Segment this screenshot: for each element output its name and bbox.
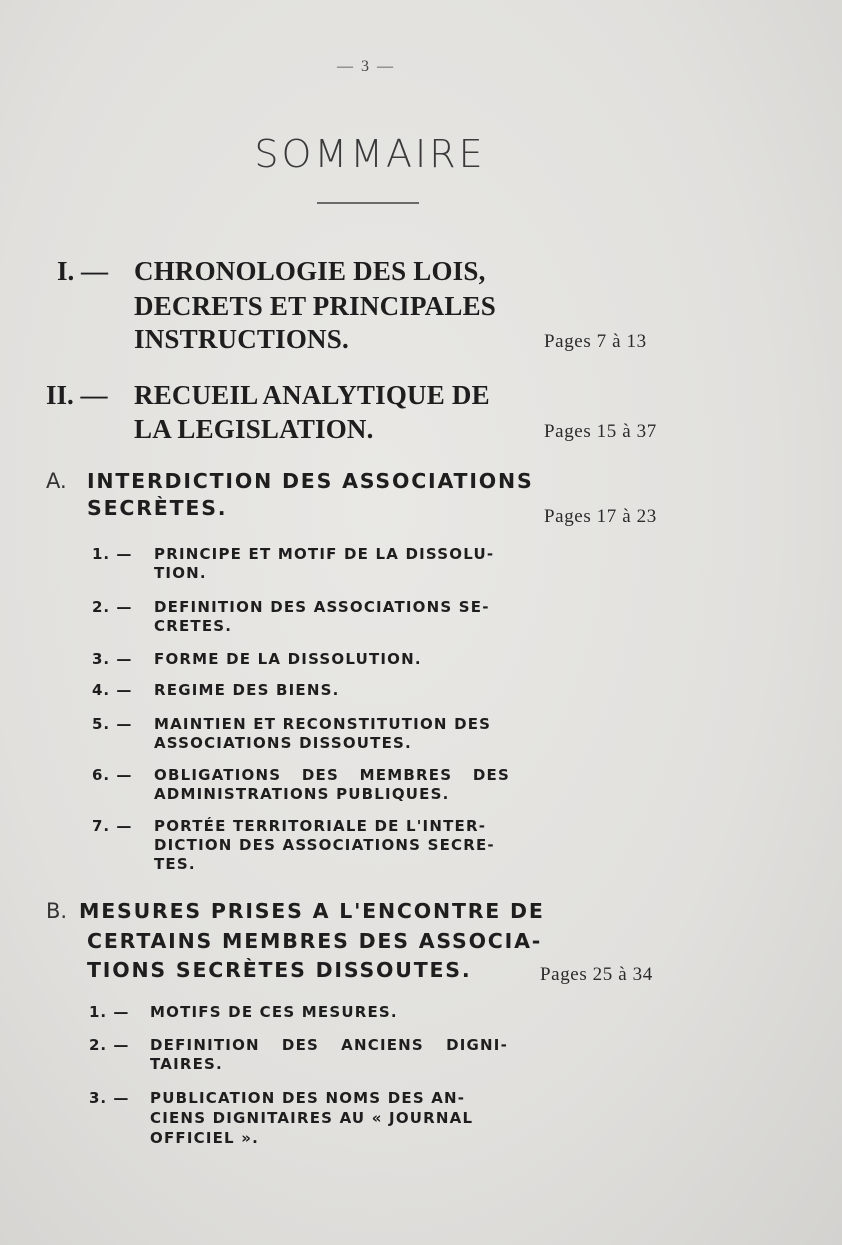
item-text-line: DICTION DES ASSOCIATIONS SECRE- — [154, 836, 495, 854]
section-title-line: CHRONOLOGIE DES LOIS, — [134, 256, 486, 286]
item-text-line: OFFICIEL ». — [150, 1129, 260, 1147]
item-text-line: FORME DE LA DISSOLUTION. — [154, 650, 422, 668]
subsection-title-line: TIONS SECRÈTES DISSOUTES. — [87, 958, 472, 982]
item-number: 7. — — [92, 817, 133, 835]
item-text-line: TAIRES. — [150, 1055, 223, 1073]
item-text-line: PUBLICATION DES NOMS DES AN- — [150, 1089, 466, 1107]
section-title-line: RECUEIL ANALYTIQUE DE — [134, 380, 490, 410]
item-text-line: TION. — [154, 564, 207, 582]
subsection-letter: B. — [46, 899, 68, 923]
title-rule — [317, 202, 419, 204]
subsection-letter: A. — [46, 469, 67, 493]
item-text-line: TES. — [154, 855, 196, 873]
item-number: 2. — — [89, 1036, 130, 1054]
item-number: 4. — — [92, 681, 133, 699]
item-text-line: ASSOCIATIONS DISSOUTES. — [154, 734, 412, 752]
section-title-line: INSTRUCTIONS. — [134, 324, 349, 354]
section-title-line: DECRETS ET PRINCIPALES — [134, 291, 496, 321]
item-text-line: CIENS DIGNITAIRES AU « JOURNAL — [150, 1109, 474, 1127]
page-number: — 3 — — [337, 58, 395, 75]
item-number: 3. — — [89, 1089, 130, 1107]
item-number: 3. — — [92, 650, 133, 668]
item-text-line: OBLIGATIONS DES MEMBRES DES — [154, 766, 510, 784]
item-text-line: CRETES. — [154, 617, 233, 635]
section-title-line: LA LEGISLATION. — [134, 414, 374, 444]
page-range: Pages 7 à 13 — [544, 331, 647, 352]
item-text-line: PRINCIPE ET MOTIF DE LA DISSOLU- — [154, 545, 495, 563]
item-text-line: ADMINISTRATIONS PUBLIQUES. — [154, 785, 450, 803]
item-number: 1. — — [89, 1003, 130, 1021]
item-text-line: MOTIFS DE CES MESURES. — [150, 1003, 398, 1021]
item-number: 5. — — [92, 715, 133, 733]
subsection-title-line: CERTAINS MEMBRES DES ASSOCIA- — [87, 929, 543, 953]
item-number: 6. — — [92, 766, 133, 784]
subsection-title-line: INTERDICTION DES ASSOCIATIONS — [87, 469, 534, 493]
subsection-title-line: SECRÈTES. — [87, 496, 228, 520]
item-number: 1. — — [92, 545, 133, 563]
subsection-title-line: MESURES PRISES A L'ENCONTRE DE — [79, 899, 545, 923]
item-text-line: DEFINITION DES ANCIENS DIGNI- — [150, 1036, 508, 1054]
item-text-line: DEFINITION DES ASSOCIATIONS SE- — [154, 598, 490, 616]
item-text-line: MAINTIEN ET RECONSTITUTION DES — [154, 715, 492, 733]
page-range: Pages 17 à 23 — [544, 506, 657, 527]
item-text-line: PORTÉE TERRITORIALE DE L'INTER- — [154, 817, 487, 835]
item-number: 2. — — [92, 598, 133, 616]
page-title: SOMMAIRE — [254, 132, 486, 176]
item-text-line: REGIME DES BIENS. — [154, 681, 340, 699]
page-range: Pages 25 à 34 — [540, 964, 653, 985]
page-range: Pages 15 à 37 — [544, 421, 657, 442]
section-number: I. — — [57, 256, 109, 286]
section-number: II. — — [46, 380, 108, 410]
